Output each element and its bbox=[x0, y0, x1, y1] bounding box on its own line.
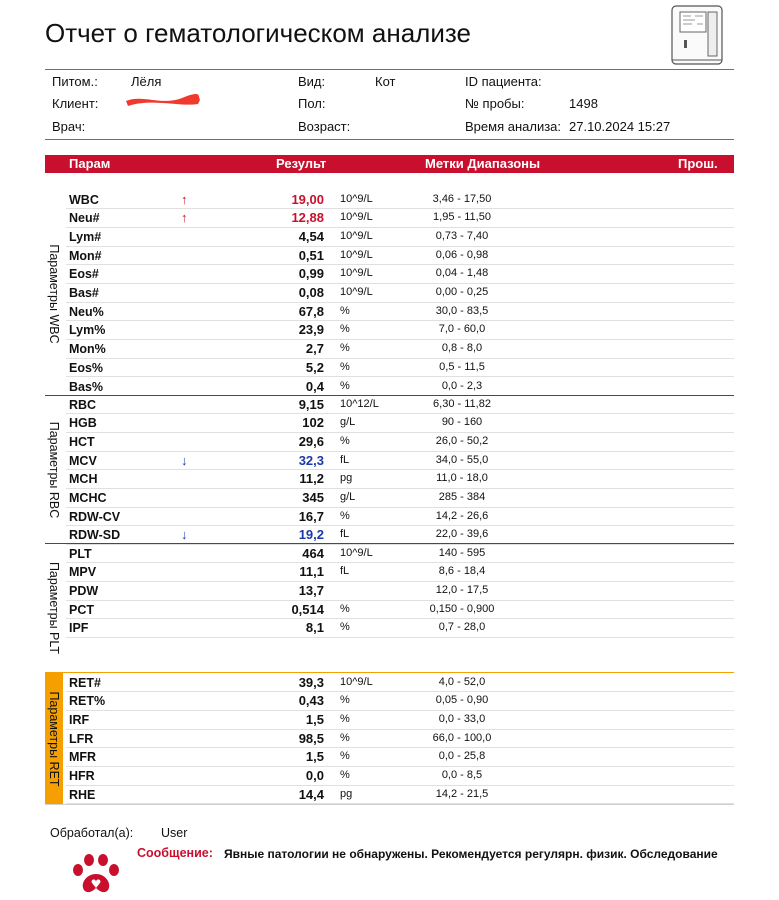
result-value: 98,5 bbox=[298, 730, 324, 746]
flag-arrow: ↓ bbox=[181, 527, 188, 543]
reference-range: 0,00 - 0,25 bbox=[435, 286, 489, 298]
result-value: 2,7 bbox=[305, 341, 324, 357]
species-value: Кот bbox=[375, 74, 396, 89]
reference-range: 66,0 - 100,0 bbox=[432, 731, 492, 744]
unit: fL bbox=[340, 528, 350, 541]
result-value: 13,7 bbox=[298, 582, 324, 598]
param-name: PDW bbox=[69, 583, 99, 598]
param-name: MCV bbox=[69, 453, 97, 468]
result-value: 67,8 bbox=[298, 303, 324, 319]
table-row bbox=[66, 601, 734, 620]
param-name: Eos% bbox=[69, 360, 104, 375]
param-name: RDW-SD bbox=[69, 528, 121, 543]
param-name: LFR bbox=[69, 731, 94, 746]
unit: % bbox=[340, 342, 350, 355]
unit: 10^9/L bbox=[340, 286, 373, 298]
param-name: PCT bbox=[69, 602, 94, 617]
param-name: HFR bbox=[69, 769, 95, 783]
reference-range: 1,95 - 11,50 bbox=[433, 211, 491, 224]
unit: % bbox=[340, 750, 350, 763]
analyzer-device-icon bbox=[664, 2, 732, 68]
result-value: 14,4 bbox=[298, 786, 324, 802]
unit: % bbox=[340, 509, 350, 522]
unit: g/L bbox=[340, 491, 356, 503]
reference-range: 3,46 - 17,50 bbox=[432, 192, 492, 205]
unit: % bbox=[340, 621, 350, 634]
table-row bbox=[66, 508, 734, 527]
reference-range: 0,7 - 28,0 bbox=[438, 621, 486, 634]
table-row bbox=[66, 396, 734, 415]
unit: 10^12/L bbox=[340, 397, 379, 410]
col-header-other: Прош. bbox=[678, 156, 718, 171]
table-bottom-line bbox=[45, 804, 734, 805]
flag-arrow: ↓ bbox=[181, 452, 188, 468]
param-name: MCHC bbox=[69, 491, 107, 505]
result-value: 23,9 bbox=[298, 322, 324, 338]
message-text: Явные патологии не обнаружены. Рекомендуется регулярн. физик. Обследование bbox=[224, 847, 718, 861]
age-label: Возраст: bbox=[298, 119, 351, 134]
group-label-text: Параметры RBC bbox=[47, 421, 61, 519]
result-value: 29,6 bbox=[298, 433, 324, 449]
sample-no-label: № пробы: bbox=[465, 96, 525, 111]
param-name: Lym% bbox=[69, 323, 106, 338]
param-name: MPV bbox=[69, 565, 97, 580]
param-name: MCH bbox=[69, 472, 98, 487]
unit: % bbox=[340, 379, 350, 392]
result-value: 0,99 bbox=[298, 266, 324, 282]
param-name: Neu# bbox=[69, 211, 100, 226]
param-name: HGB bbox=[69, 416, 97, 431]
param-name: HCT bbox=[69, 434, 95, 449]
reference-range: 22,0 - 39,6 bbox=[435, 528, 489, 541]
col-header-result: Результ bbox=[276, 156, 327, 171]
unit: pg bbox=[340, 472, 353, 485]
unit: 10^9/L bbox=[340, 546, 373, 559]
result-value: 0,51 bbox=[298, 247, 324, 263]
table-row bbox=[66, 228, 734, 247]
result-value: 4,54 bbox=[298, 228, 324, 244]
unit: % bbox=[340, 694, 350, 707]
table-row bbox=[66, 265, 734, 284]
table-row bbox=[66, 247, 734, 266]
client-label: Клиент: bbox=[52, 96, 99, 111]
result-value: 9,15 bbox=[298, 396, 324, 412]
col-header-flags-ranges: Метки Диапазоны bbox=[425, 156, 541, 171]
result-value: 11,2 bbox=[299, 471, 324, 487]
table-row bbox=[66, 582, 734, 601]
table-row bbox=[66, 489, 734, 508]
reference-range: 0,150 - 0,900 bbox=[429, 602, 495, 615]
reference-range: 7,0 - 60,0 bbox=[438, 323, 486, 336]
unit: % bbox=[340, 731, 350, 744]
table-row bbox=[66, 619, 734, 638]
reference-range: 90 - 160 bbox=[441, 416, 483, 429]
processed-value: User bbox=[161, 826, 188, 840]
result-value: 19,2 bbox=[298, 527, 324, 543]
unit: % bbox=[340, 602, 350, 615]
table-row bbox=[66, 563, 734, 582]
table-header-bar bbox=[45, 155, 734, 173]
report-title: Отчет о гематологическом анализе bbox=[45, 18, 471, 48]
param-name: Mon% bbox=[69, 342, 106, 357]
unit: g/L bbox=[340, 416, 356, 429]
species-label: Вид: bbox=[298, 74, 326, 89]
reference-range: 0,5 - 11,5 bbox=[439, 360, 485, 373]
param-name: Bas# bbox=[69, 286, 99, 300]
result-value: 8,1 bbox=[305, 620, 324, 636]
reference-range: 14,2 - 21,5 bbox=[435, 787, 489, 800]
table-row bbox=[66, 303, 734, 322]
reference-range: 8,6 - 18,4 bbox=[438, 565, 486, 578]
reference-range: 0,04 - 1,48 bbox=[435, 267, 489, 280]
doctor-label: Врач: bbox=[52, 119, 86, 134]
unit: pg bbox=[340, 787, 353, 800]
message-label: Сообщение: bbox=[137, 846, 213, 860]
param-name: Neu% bbox=[69, 304, 104, 319]
reference-range: 0,0 - 8,5 bbox=[441, 769, 483, 781]
unit: 10^9/L bbox=[340, 229, 373, 242]
param-name: WBC bbox=[69, 192, 99, 207]
param-name: RET# bbox=[69, 675, 101, 690]
reference-range: 11,0 - 18,0 bbox=[436, 472, 488, 485]
result-value: 19,00 bbox=[291, 191, 324, 207]
unit: 10^9/L bbox=[340, 248, 373, 261]
param-name: RET% bbox=[69, 694, 106, 709]
header-bottom-line bbox=[45, 139, 734, 140]
param-name: IPF bbox=[69, 621, 89, 636]
analysis-time-label: Время анализа: bbox=[465, 119, 562, 134]
unit: % bbox=[340, 434, 350, 447]
pet-value: Лёля bbox=[131, 74, 162, 89]
unit: % bbox=[340, 769, 350, 781]
reference-range: 0,8 - 8,0 bbox=[441, 342, 483, 355]
table-row bbox=[66, 359, 734, 378]
param-name: Mon# bbox=[69, 248, 102, 263]
param-name: IRF bbox=[69, 712, 90, 727]
unit: % bbox=[340, 304, 350, 317]
group-label bbox=[45, 396, 63, 544]
reference-range: 34,0 - 55,0 bbox=[435, 453, 489, 466]
reference-range: 0,73 - 7,40 bbox=[435, 229, 489, 242]
unit: % bbox=[340, 712, 350, 725]
param-name: MFR bbox=[69, 750, 97, 765]
table-row bbox=[66, 545, 734, 564]
table-row bbox=[66, 711, 734, 730]
reference-range: 26,0 - 50,2 bbox=[435, 434, 489, 447]
group-label-text: Параметры PLT bbox=[47, 561, 61, 655]
unit: 10^9/L bbox=[340, 192, 373, 205]
group-label-text: Параметры WBC bbox=[47, 244, 61, 344]
pet-label: Питом.: bbox=[52, 74, 98, 89]
reference-range: 0,0 - 2,3 bbox=[441, 379, 483, 392]
result-value: 0,0 bbox=[305, 768, 324, 783]
patient-id-label: ID пациента: bbox=[465, 74, 542, 89]
reference-range: 6,30 - 11,82 bbox=[433, 397, 491, 410]
result-value: 5,2 bbox=[305, 359, 324, 375]
param-name: RDW-CV bbox=[69, 509, 121, 524]
table-row bbox=[66, 340, 734, 359]
param-name: RBC bbox=[69, 397, 97, 412]
table-row bbox=[66, 433, 734, 452]
result-value: 0,4 bbox=[305, 378, 324, 394]
param-name: Lym# bbox=[69, 229, 102, 244]
table-row bbox=[66, 730, 734, 749]
unit: % bbox=[340, 360, 350, 373]
param-name: Eos# bbox=[69, 267, 99, 282]
reference-range: 0,05 - 0,90 bbox=[435, 694, 489, 707]
sex-label: Пол: bbox=[298, 96, 326, 111]
unit: fL bbox=[340, 453, 350, 466]
group-label bbox=[45, 544, 63, 672]
result-value: 0,514 bbox=[291, 601, 324, 617]
table-row bbox=[66, 767, 734, 786]
result-value: 0,08 bbox=[298, 285, 324, 300]
result-value: 464 bbox=[302, 545, 324, 561]
paw-logo-icon bbox=[70, 852, 122, 896]
reference-range: 12,0 - 17,5 bbox=[435, 583, 489, 596]
table-row bbox=[66, 378, 734, 397]
col-header-param: Парам bbox=[69, 156, 111, 171]
header-top-line bbox=[45, 69, 734, 70]
unit: % bbox=[340, 323, 350, 336]
reference-range: 285 - 384 bbox=[438, 491, 486, 503]
table-row bbox=[66, 414, 734, 433]
flag-arrow: ↑ bbox=[181, 191, 188, 207]
table-row bbox=[66, 191, 734, 210]
table-row bbox=[66, 786, 734, 805]
table-row bbox=[66, 321, 734, 340]
reference-range: 0,0 - 33,0 bbox=[438, 712, 486, 725]
processed-label: Обработал(а): bbox=[50, 826, 134, 840]
reference-range: 30,0 - 83,5 bbox=[435, 304, 489, 317]
result-value: 0,43 bbox=[298, 693, 324, 709]
unit: fL bbox=[340, 565, 350, 578]
reference-range: 140 - 595 bbox=[438, 546, 486, 559]
param-name: PLT bbox=[69, 546, 92, 561]
table-row bbox=[66, 674, 734, 693]
unit: 10^9/L bbox=[340, 675, 373, 688]
table-row bbox=[66, 748, 734, 767]
unit: 10^9/L bbox=[340, 211, 373, 224]
redaction-mark bbox=[122, 92, 202, 108]
result-value: 16,7 bbox=[298, 508, 324, 524]
result-value: 39,3 bbox=[298, 674, 324, 690]
result-value: 102 bbox=[302, 415, 324, 431]
analysis-time-value: 27.10.2024 15:27 bbox=[569, 119, 671, 134]
group-label bbox=[45, 190, 63, 398]
table-row bbox=[66, 470, 734, 489]
result-value: 1,5 bbox=[305, 711, 324, 727]
reference-range: 0,0 - 25,8 bbox=[438, 750, 486, 763]
result-value: 11,1 bbox=[299, 564, 324, 580]
table-row bbox=[66, 284, 734, 303]
group-label bbox=[45, 673, 63, 805]
reference-range: 4,0 - 52,0 bbox=[438, 675, 486, 688]
sample-no-value: 1498 bbox=[569, 96, 598, 111]
group-label-text: Параметры RET bbox=[47, 691, 61, 787]
reference-range: 0,06 - 0,98 bbox=[435, 248, 489, 261]
flag-arrow: ↑ bbox=[181, 210, 188, 226]
table-row bbox=[66, 209, 734, 228]
param-name: Bas% bbox=[69, 379, 104, 394]
result-value: 32,3 bbox=[298, 452, 324, 468]
param-name: RHE bbox=[69, 787, 96, 802]
unit: 10^9/L bbox=[340, 267, 373, 280]
result-value: 1,5 bbox=[305, 749, 324, 765]
table-row bbox=[66, 452, 734, 471]
result-value: 12,88 bbox=[291, 210, 324, 226]
result-value: 345 bbox=[302, 490, 324, 505]
table-row bbox=[66, 692, 734, 711]
reference-range: 14,2 - 26,6 bbox=[435, 509, 489, 522]
